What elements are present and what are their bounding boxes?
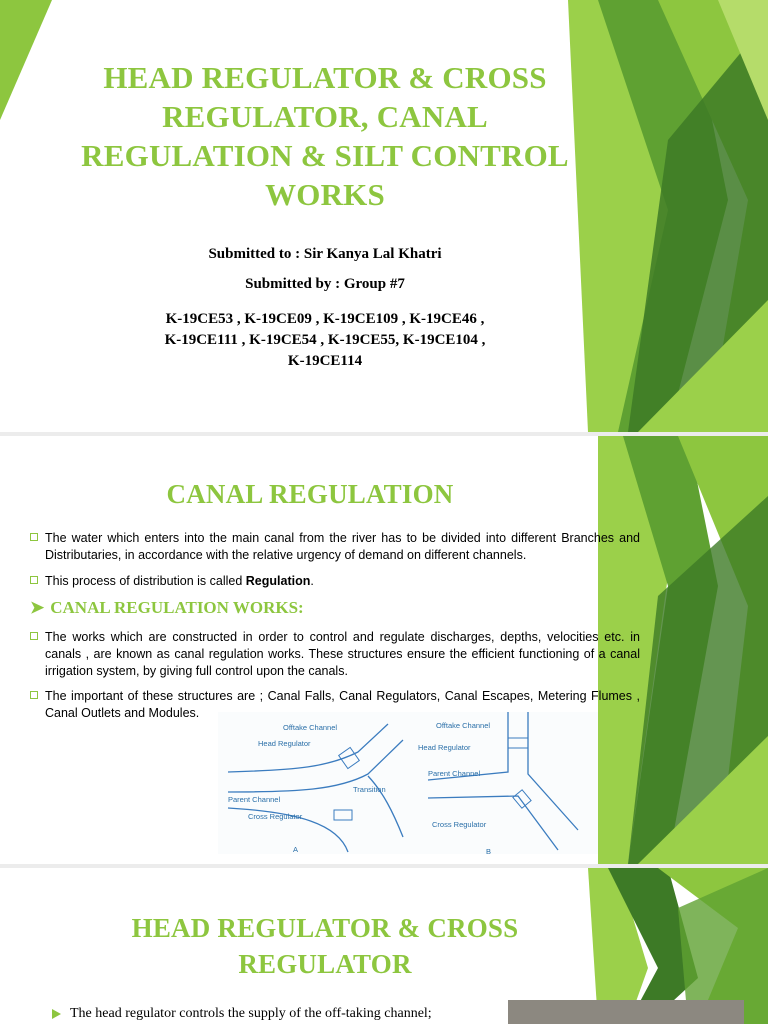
arrow-icon: ➤ — [30, 598, 45, 617]
slide-2-title: CANAL REGULATION — [166, 479, 454, 509]
bullet-item — [52, 1006, 492, 1022]
bullet-text: The head regulator controls the supply of the off-taking channel; — [70, 1006, 432, 1021]
label-offtake-b: Offtake Channel — [436, 721, 491, 730]
slide-1-title: HEAD REGULATOR & CROSS REGULATOR, CANAL REGULATION & SILT CONTROL WORKS — [81, 60, 569, 212]
caption-b: B — [486, 847, 492, 854]
canal-regulation-diagram — [218, 712, 598, 854]
label-cross-b: Cross Regulator — [432, 820, 487, 829]
bullet-text: This process of distribution is called Regulation. — [45, 574, 314, 588]
bullet-text: The water which enters into the main canal from the river has to be divided into different Branches and Distributaries, in accordance with the relative urgency of demand on different channels. — [45, 531, 640, 562]
bullet-item — [30, 530, 640, 564]
label-cross-a: Cross Regulator — [248, 812, 303, 821]
subheading: ➤ CANAL REGULATION WORKS: — [30, 598, 304, 617]
slide-3-title: HEAD REGULATOR & CROSS REGULATOR — [131, 913, 519, 979]
cross-regulator-gate — [334, 810, 352, 820]
bullet-marker — [30, 533, 38, 541]
submitted-to: Submitted to : Sir Kanya Lal Khatri — [208, 246, 442, 262]
label-parent-a: Parent Channel — [228, 795, 281, 804]
label-head-a: Head Regulator — [258, 739, 311, 748]
member-line: K-19CE111 , K-19CE54 , K-19CE55, K-19CE104 , — [164, 332, 486, 348]
label-parent-b: Parent Channel — [428, 769, 481, 778]
cross-regulator-gate — [513, 790, 531, 808]
decorative-green-shapes — [568, 0, 768, 432]
group-members — [55, 309, 595, 372]
label-head-b: Head Regulator — [418, 743, 471, 752]
member-line: K-19CE53 , K-19CE09 , K-19CE109 , K-19CE46 , — [165, 311, 485, 327]
head-regulator-gate — [508, 738, 528, 748]
member-line: K-19CE114 — [287, 353, 363, 369]
bullet-text: The important of these structures are ; Canal Falls, Canal Regulators, Canal Escapes, Metering Flumes , Canal Outlets and Modules. — [45, 689, 640, 720]
triangle-bullet-icon — [52, 1009, 61, 1019]
submitted-by: Submitted by : Group #7 — [245, 276, 405, 292]
bullet-text: The works which are constructed in order to control and regulate discharges, depths, velocities etc. in canals , are known as canal regulation works. These structures ensure the efficient functioning of a canal irrigation system, by giving full control upon the canals. — [45, 630, 640, 678]
channel-line — [528, 712, 578, 830]
label-offtake-a: Offtake Channel — [283, 723, 338, 732]
bullet-item — [30, 629, 640, 680]
bullet-marker — [30, 632, 38, 640]
head-regulator-gate — [339, 747, 360, 768]
left-accent-shape — [0, 0, 60, 432]
bullet-marker — [30, 576, 38, 584]
slide-1 — [0, 0, 768, 432]
label-transition-a: Transition — [353, 785, 386, 794]
bullet-marker — [30, 691, 38, 699]
caption-a: A — [293, 845, 299, 854]
bullet-item — [30, 573, 640, 590]
head-regulator-photo — [508, 1000, 744, 1024]
